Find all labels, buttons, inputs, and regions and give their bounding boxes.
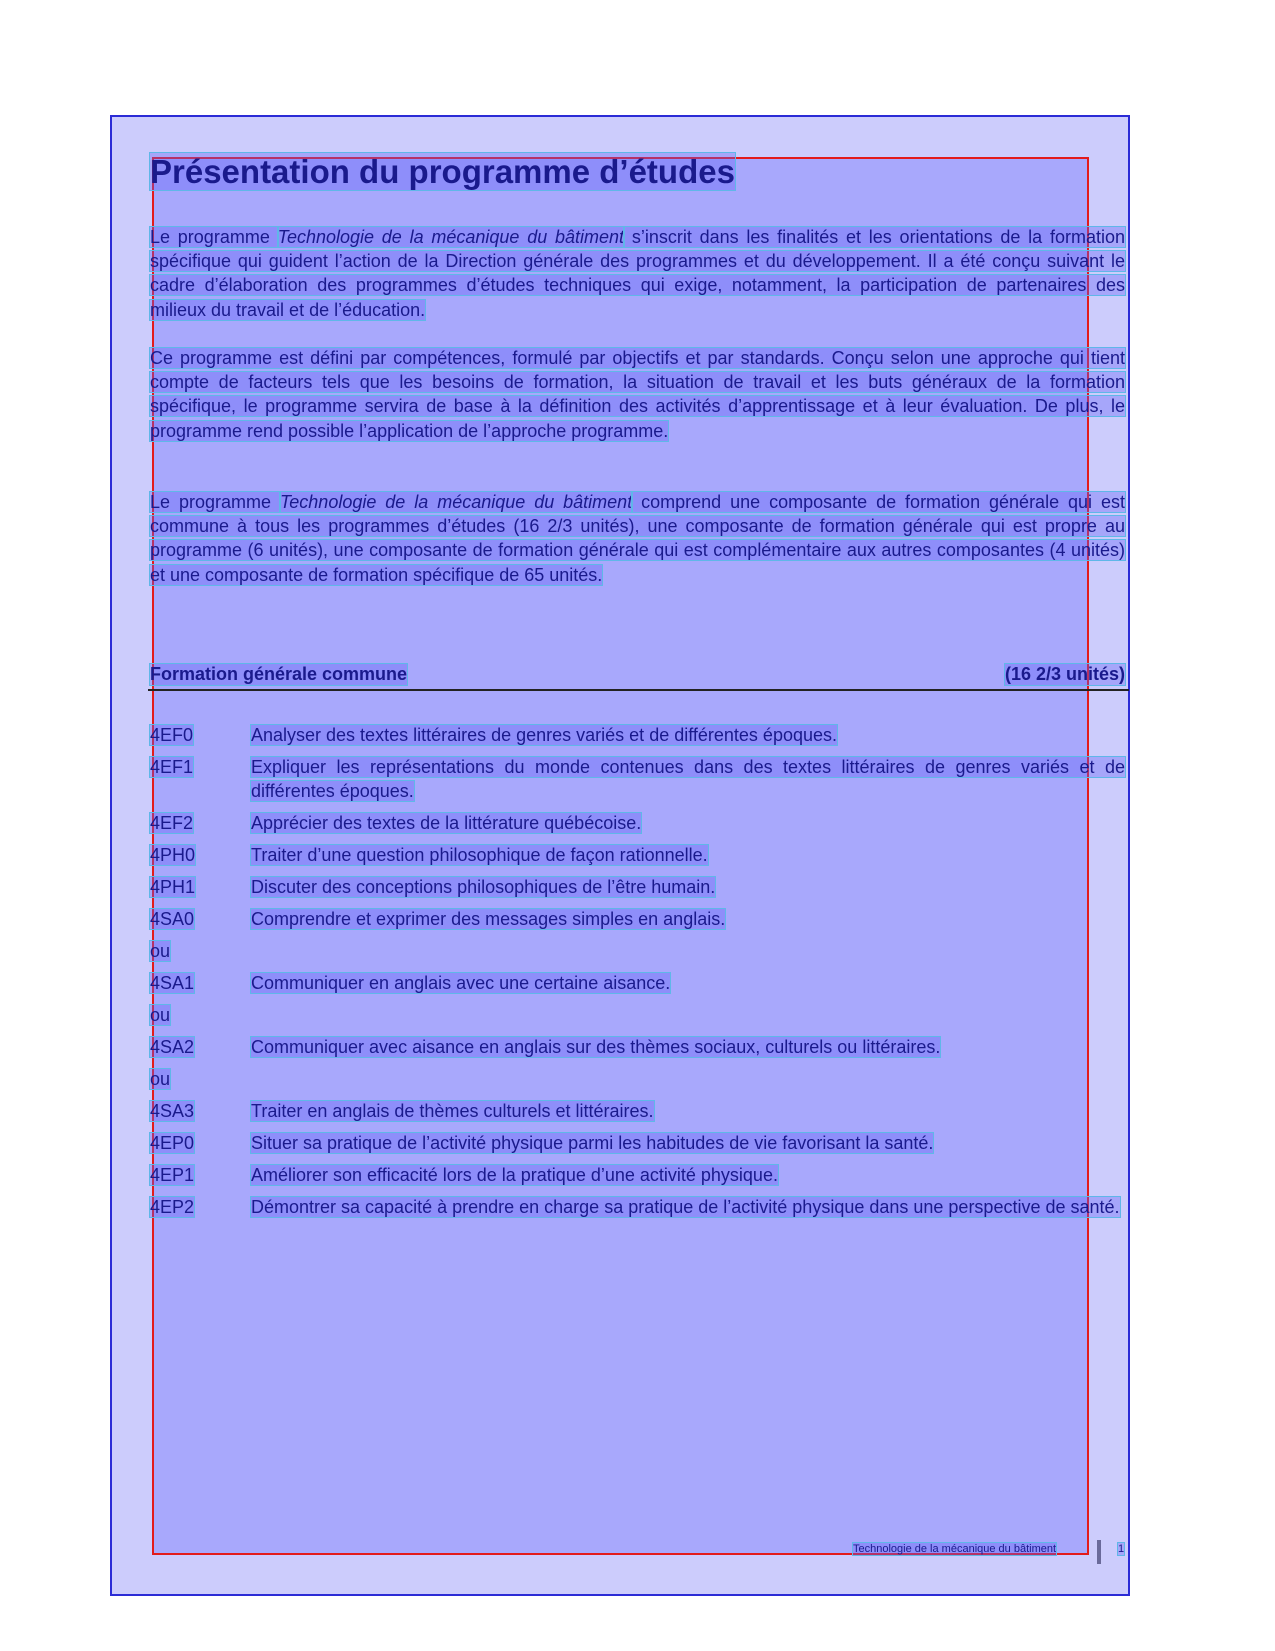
p1-program-name: Technologie de la mécanique du bâtiment (277, 227, 625, 247)
page-title-text: Présentation du programme d’études (150, 153, 735, 190)
section-divider (148, 689, 1129, 691)
competency-statement (251, 1131, 1125, 1155)
competency-item (150, 875, 1125, 899)
competency-statement (251, 755, 1125, 803)
competency-statement-text: Situer sa pratique de l’activité physique parmi les habitudes de vie favorisant la santé. (251, 1133, 934, 1153)
section-header (150, 664, 1125, 685)
footer-title (853, 1543, 1056, 1555)
section-heading: Formation générale commune (150, 664, 408, 684)
or-text: ou (150, 941, 171, 961)
competency-statement-text: Apprécier des textes de la littérature québécoise. (251, 813, 642, 833)
competency-code-text: 4SA0 (150, 909, 195, 929)
competency-code-text: 4EP1 (150, 1165, 195, 1185)
competency-item (150, 1195, 1125, 1219)
competency-statement-text: Traiter d’une question philosophique de façon rationnelle. (251, 845, 708, 865)
p1-body: s’inscrit dans les finalités et les orientations de la formation spécifique qui guident l’action de la Direction générale des programmes et du développement. Il a été conçu suivant le cadre d’élaboration des programmes d’études techniques qui exige, notamment, la participation de partenaires des milieux du travail et de l’éducation. (150, 227, 1125, 320)
competency-item (150, 971, 1125, 995)
competency-item (150, 1035, 1125, 1059)
competency-code-text: 4SA3 (150, 1101, 195, 1121)
p1-lead: Le programme (150, 227, 278, 247)
competency-code-text: 4EP0 (150, 1133, 195, 1153)
competency-statement (251, 875, 1125, 899)
competency-code (150, 755, 251, 803)
competency-code (150, 723, 251, 747)
competency-statement (251, 723, 1125, 747)
competency-item (150, 843, 1125, 867)
or-separator (150, 1003, 1125, 1027)
competency-code (150, 1035, 251, 1059)
intro-paragraph-2 (150, 346, 1125, 443)
footer-separator (1097, 1540, 1101, 1564)
footer-title-text: Technologie de la mécanique du bâtiment (853, 1543, 1057, 1555)
intro-paragraph-3 (150, 490, 1125, 587)
competency-statement-text: Comprendre et exprimer des messages simples en anglais. (251, 909, 726, 929)
competency-code (150, 907, 251, 931)
competency-statement-text: Discuter des conceptions philosophiques de l’être humain. (251, 877, 716, 897)
competency-code-text: 4SA2 (150, 1037, 195, 1057)
competency-code-text: 4PH0 (150, 845, 196, 865)
competency-statement (251, 811, 1125, 835)
or-text: ou (150, 1069, 171, 1089)
competency-item (150, 1131, 1125, 1155)
competency-code-text: 4EF2 (150, 813, 194, 833)
competency-code (150, 1195, 251, 1219)
competency-code-text: 4EP2 (150, 1197, 195, 1217)
section-units: (16 2/3 unités) (1004, 664, 1125, 684)
competency-code-text: 4SA1 (150, 973, 195, 993)
or-separator (150, 939, 1125, 963)
intro-paragraph-1 (150, 225, 1125, 322)
p3-program-name: Technologie de la mécanique du bâtiment (279, 492, 633, 512)
p3-lead: Le programme (150, 492, 280, 512)
page-number-text: 1 (1118, 1543, 1125, 1555)
p3-body: comprend une composante de formation générale qui est commune à tous les programmes d’études (16 2/3 unités), une composante de formation générale qui est propre au programme (6 unités), une composante de formation générale qui est complémentaire aux autres composantes (4 unités) et une composante de formation spécifique de 65 unités. (150, 492, 1125, 585)
or-separator (150, 1067, 1125, 1091)
page-number (1118, 1543, 1124, 1555)
competency-list (150, 723, 1125, 1227)
competency-code-text: 4EF0 (150, 725, 194, 745)
competency-statement-text: Améliorer son efficacité lors de la pratique d’une activité physique. (251, 1165, 778, 1185)
competency-statement (251, 907, 1125, 931)
competency-code-text: 4EF1 (150, 757, 194, 777)
competency-code (150, 1163, 251, 1187)
competency-item (150, 907, 1125, 931)
competency-item (150, 811, 1125, 835)
competency-statement-text: Communiquer en anglais avec une certaine aisance. (251, 973, 671, 993)
competency-statement-text: Expliquer les représentations du monde contenues dans des textes littéraires de genres variés et de différentes époques. (251, 757, 1125, 801)
competency-code (150, 1131, 251, 1155)
competency-item (150, 723, 1125, 747)
competency-statement (251, 1099, 1125, 1123)
competency-statement (251, 1195, 1125, 1219)
or-text: ou (150, 1005, 171, 1025)
competency-statement (251, 1035, 1125, 1059)
competency-code (150, 811, 251, 835)
competency-code (150, 971, 251, 995)
competency-code (150, 875, 251, 899)
competency-statement (251, 971, 1125, 995)
competency-statement (251, 1163, 1125, 1187)
competency-code (150, 843, 251, 867)
page-title (150, 152, 735, 192)
competency-statement (251, 843, 1125, 867)
competency-statement-text: Analyser des textes littéraires de genres variés et de différentes époques. (251, 725, 838, 745)
competency-code-text: 4PH1 (150, 877, 196, 897)
competency-item (150, 1099, 1125, 1123)
competency-code (150, 1099, 251, 1123)
competency-item (150, 755, 1125, 803)
competency-statement-text: Traiter en anglais de thèmes culturels et littéraires. (251, 1101, 654, 1121)
competency-item (150, 1163, 1125, 1187)
competency-statement-text: Communiquer avec aisance en anglais sur des thèmes sociaux, culturels ou littéraires. (251, 1037, 941, 1057)
competency-statement-text: Démontrer sa capacité à prendre en charge sa pratique de l’activité physique dans une perspective de santé. (251, 1197, 1120, 1217)
p2-body: Ce programme est défini par compétences, formulé par objectifs et par standards. Conçu selon une approche qui tient compte de facteurs tels que les besoins de formation, la situation de travail et les buts généraux de la formation spécifique, le programme servira de base à la définition des activités d’apprentissage et à leur évaluation. De plus, le programme rend possible l’application de l’approche programme. (150, 348, 1125, 441)
